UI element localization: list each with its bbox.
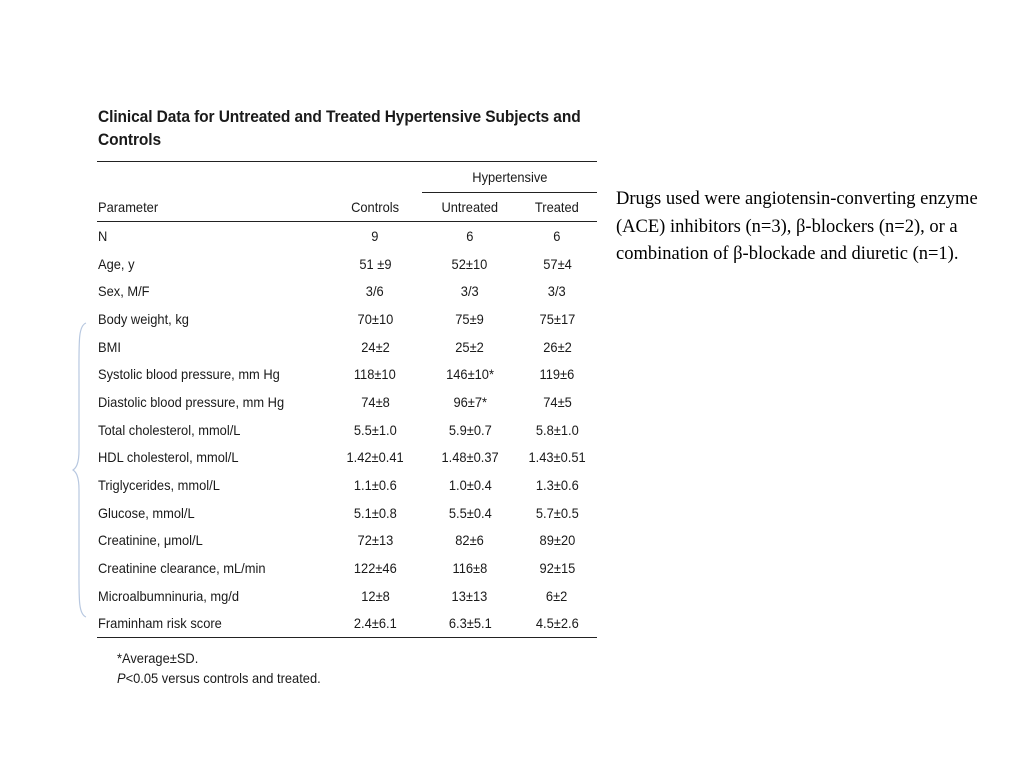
cell-parameter: Microalbumninuria, mg/d <box>98 587 240 604</box>
cell-treated: 6±2 <box>546 587 568 604</box>
table-row <box>97 360 597 388</box>
cell-controls: 9 <box>371 227 379 244</box>
cell-parameter: Glucose, mmol/L <box>98 504 195 521</box>
group-header-row <box>97 162 597 193</box>
column-header-untreated: Untreated <box>422 193 517 222</box>
cell-controls: 122±46 <box>353 560 397 577</box>
cell-parameter: Framinham risk score <box>97 610 328 638</box>
table-row <box>97 305 597 333</box>
table-row <box>97 444 597 472</box>
cell-treated: 3/3 <box>548 283 567 300</box>
cell-untreated: 52±10 <box>451 255 488 272</box>
table-title: Clinical Data for Untreated and Treated Hypertensive Subjects and Controls <box>98 108 581 149</box>
cell-treated: 5.8±1.0 <box>535 421 579 438</box>
cell-controls: 70±10 <box>357 310 393 327</box>
cell-untreated: 5.9±0.7 <box>448 421 492 438</box>
cell-untreated: 75±9 <box>455 310 485 327</box>
column-header-treated: Treated <box>517 193 597 222</box>
cell-parameter: N <box>98 227 108 244</box>
table-row <box>97 499 597 527</box>
cell-treated: 4.5±2.6 <box>517 610 597 638</box>
cell-treated: 1.43±0.51 <box>528 449 586 466</box>
table-row <box>97 250 597 278</box>
cell-controls: 12±8 <box>360 587 390 604</box>
cell-parameter: Body weight, kg <box>98 310 189 327</box>
table-row <box>97 416 597 444</box>
footnote-average-sd: *Average±SD. <box>117 650 199 667</box>
column-header-controls: Controls <box>328 193 423 222</box>
cell-controls: 74±8 <box>360 393 390 410</box>
table-footnotes <box>97 648 597 688</box>
cell-untreated: 116±8 <box>452 560 488 577</box>
cell-parameter: Total cholesterol, mmol/L <box>98 421 241 438</box>
cell-untreated: 146±10* <box>445 366 494 383</box>
cell-parameter: HDL cholesterol, mmol/L <box>98 449 239 466</box>
table-row <box>97 527 597 555</box>
table-row <box>97 388 597 416</box>
curly-brace-mark <box>72 322 88 618</box>
clinical-data-table <box>97 162 597 638</box>
table-row <box>97 610 597 638</box>
cell-untreated: 96±7* <box>453 393 487 410</box>
cell-parameter: Triglycerides, mmol/L <box>98 477 220 494</box>
cell-treated: 74±5 <box>542 393 572 410</box>
cell-treated: 1.3±0.6 <box>535 477 579 494</box>
table-row <box>97 554 597 582</box>
cell-parameter: BMI <box>98 338 121 355</box>
cell-untreated: 6.3±5.1 <box>422 610 517 638</box>
cell-parameter: Creatinine, μmol/L <box>98 532 203 549</box>
cell-treated: 92±15 <box>539 560 575 577</box>
cell-controls: 24±2 <box>360 338 390 355</box>
cell-untreated: 1.0±0.4 <box>448 477 492 494</box>
cell-treated: 75±17 <box>539 310 575 327</box>
cell-controls: 72±13 <box>357 532 393 549</box>
cell-treated: 6 <box>553 227 561 244</box>
cell-parameter: Diastolic blood pressure, mm Hg <box>98 393 285 410</box>
cell-untreated: 3/3 <box>460 283 479 300</box>
table-row <box>97 582 597 610</box>
table-body <box>97 222 597 638</box>
footnote-p-value: P<0.05 versus controls and treated. <box>117 670 321 687</box>
cell-parameter: Sex, M/F <box>98 283 150 300</box>
cell-untreated: 13±13 <box>451 587 488 604</box>
cell-parameter: Age, y <box>98 255 135 272</box>
cell-treated: 119±6 <box>539 366 575 383</box>
cell-controls: 1.1±0.6 <box>353 477 397 494</box>
column-header-parameter: Parameter <box>97 193 328 222</box>
clinical-data-table-block <box>97 106 597 688</box>
cell-controls: 3/6 <box>366 283 385 300</box>
cell-treated: 5.7±0.5 <box>535 504 579 521</box>
cell-untreated: 25±2 <box>455 338 485 355</box>
table-row <box>97 333 597 361</box>
cell-controls: 51 ±9 <box>359 255 392 272</box>
cell-controls: 2.4±6.1 <box>328 610 423 638</box>
cell-controls: 5.5±1.0 <box>353 421 397 438</box>
hypertensive-group-header: Hypertensive <box>422 162 597 193</box>
table-row <box>97 277 597 305</box>
cell-untreated: 82±6 <box>455 532 485 549</box>
cell-treated: 26±2 <box>542 338 572 355</box>
cell-controls: 5.1±0.8 <box>353 504 397 521</box>
drugs-side-note: Drugs used were angiotensin-converting enzyme (ACE) inhibitors (n=3), β-blockers (n=2), or a combination of β-blockade and diuretic (n=1). <box>616 189 978 264</box>
cell-untreated: 1.48±0.37 <box>441 449 499 466</box>
cell-untreated: 5.5±0.4 <box>448 504 492 521</box>
table-row <box>97 471 597 499</box>
cell-controls: 118±10 <box>354 366 397 383</box>
cell-treated: 57±4 <box>542 255 572 272</box>
column-header-row <box>97 193 597 222</box>
cell-parameter: Systolic blood pressure, mm Hg <box>98 366 280 383</box>
cell-treated: 89±20 <box>539 532 575 549</box>
cell-controls: 1.42±0.41 <box>346 449 404 466</box>
table-row <box>97 222 597 250</box>
cell-parameter: Creatinine clearance, mL/min <box>98 560 266 577</box>
cell-untreated: 6 <box>466 227 474 244</box>
